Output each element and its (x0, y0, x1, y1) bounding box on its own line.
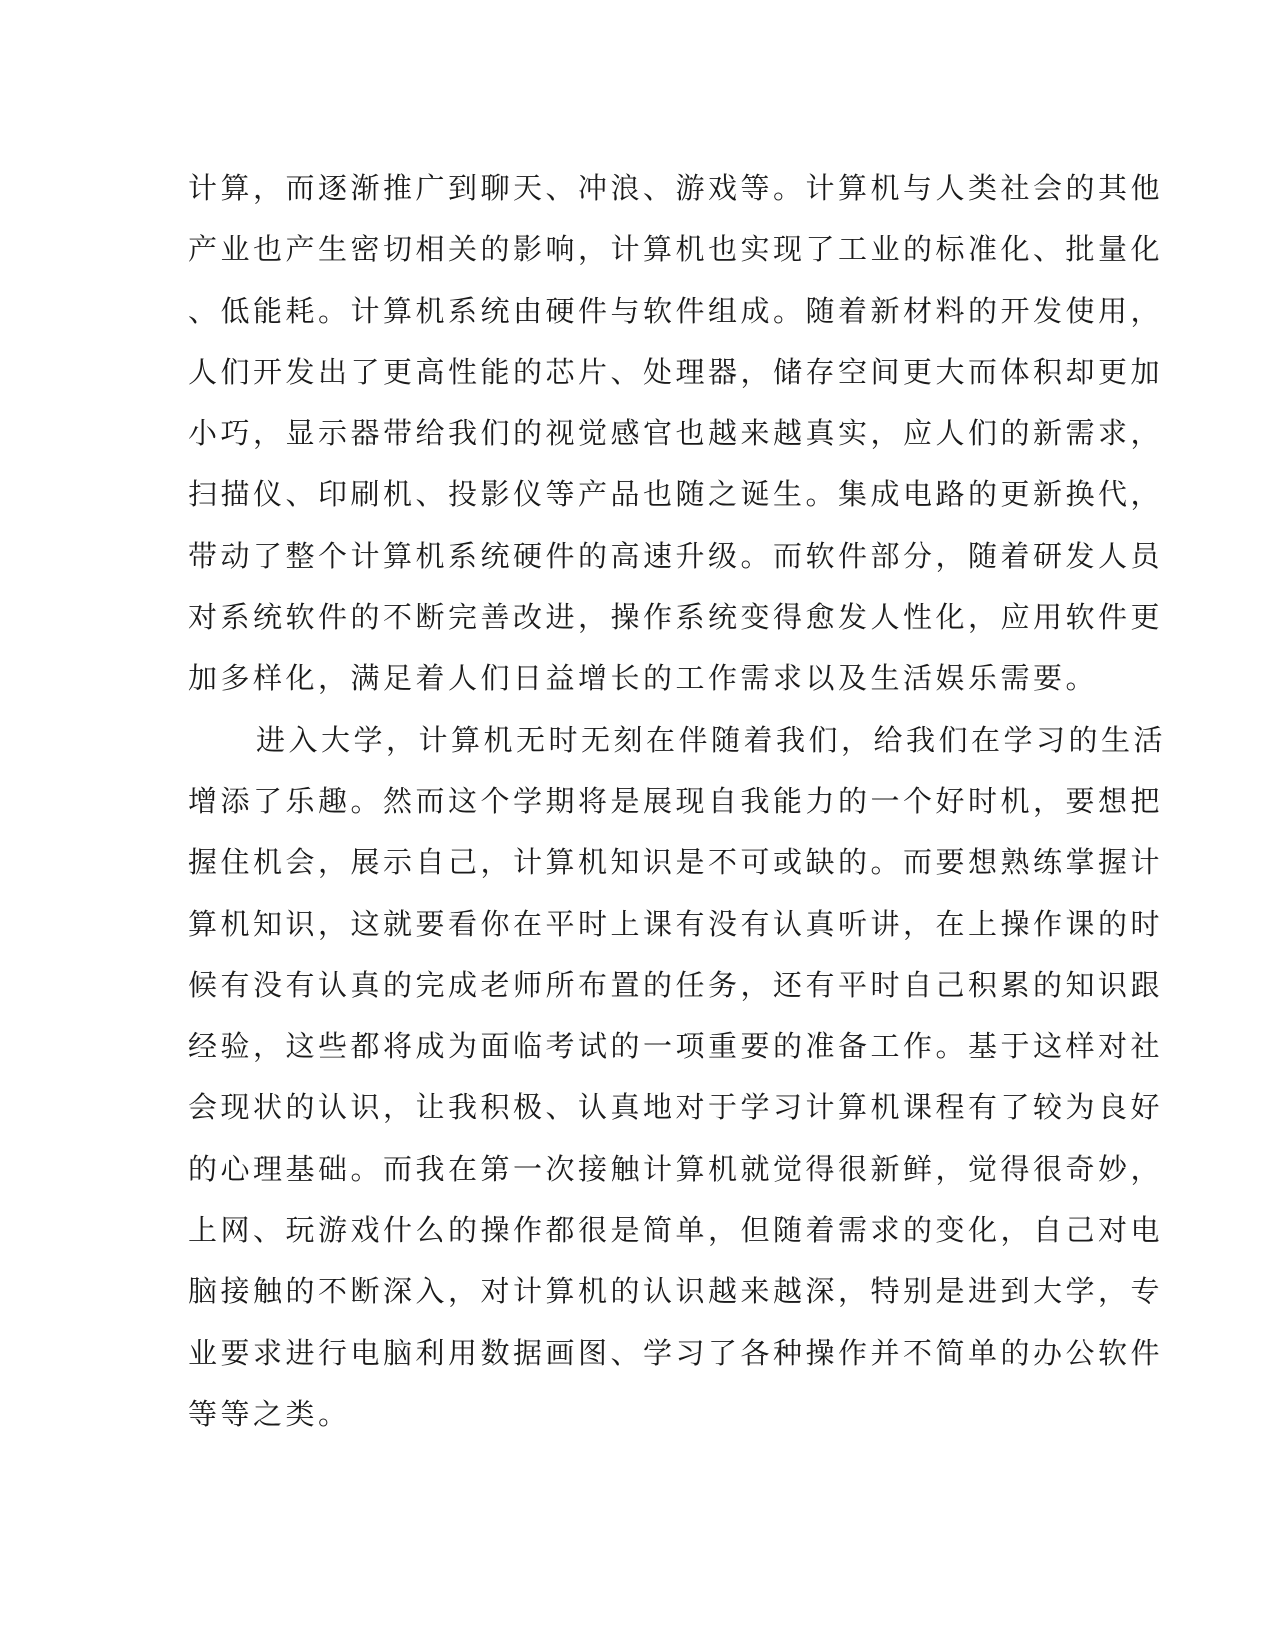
text-line: 上网、玩游戏什么的操作都很是简单，但随着需求的变化，自己对电 (188, 1213, 1164, 1248)
paragraph-1 (188, 158, 1164, 710)
text-line: 算机知识，这就要看你在平时上课有没有认真听讲，在上操作课的时 (188, 906, 1164, 941)
text-line: 产业也产生密切相关的影响，计算机也实现了工业的标准化、批量化 (188, 232, 1164, 267)
text-line: 握住机会，展示自己，计算机知识是不可或缺的。而要想熟练掌握计 (188, 845, 1164, 880)
body-text (188, 158, 1167, 1445)
text-line: 计算，而逐渐推广到聊天、冲浪、游戏等。计算机与人类社会的其他 (188, 171, 1164, 205)
text-line: 会现状的认识，让我积极、认真地对于学习计算机课程有了较为良好 (188, 1090, 1164, 1125)
text-line: 小巧，显示器带给我们的视觉感官也越来越真实，应人们的新需求， (188, 416, 1164, 451)
text-line: 加多样化，满足着人们日益增长的工作需求以及生活娱乐需要。 (188, 661, 1099, 696)
text-line: 经验，这些都将成为面临考试的一项重要的准备工作。基于这样对社 (188, 1029, 1164, 1064)
text-line: 等等之类。 (188, 1396, 351, 1431)
paragraph-2 (188, 710, 1167, 1446)
text-line: 扫描仪、印刷机、投影仪等产品也随之诞生。集成电路的更新换代， (188, 477, 1164, 512)
text-line: 脑接触的不断深入，对计算机的认识越来越深，特别是进到大学，专 (188, 1274, 1164, 1309)
text-line: 的心理基础。而我在第一次接触计算机就觉得很新鲜，觉得很奇妙， (188, 1151, 1164, 1186)
text-line: 对系统软件的不断完善改进，操作系统变得愈发人性化，应用软件更 (188, 600, 1164, 635)
text-line: 业要求进行电脑利用数据画图、学习了各种操作并不简单的办公软件 (188, 1335, 1164, 1370)
text-line: 、低能耗。计算机系统由硬件与软件组成。随着新材料的开发使用， (188, 293, 1164, 328)
text-line: 增添了乐趣。然而这个学期将是展现自我能力的一个好时机，要想把 (188, 783, 1164, 818)
text-line-indented: 进入大学，计算机无时无刻在伴随着我们，给我们在学习的生活 (256, 722, 1167, 757)
text-line: 人们开发出了更高性能的芯片、处理器，储存空间更大而体积却更加 (188, 354, 1164, 389)
text-line: 带动了整个计算机系统硬件的高速升级。而软件部分，随着研发人员 (188, 538, 1164, 573)
text-line: 候有没有认真的完成老师所布置的任务，还有平时自己积累的知识跟 (188, 967, 1164, 1002)
